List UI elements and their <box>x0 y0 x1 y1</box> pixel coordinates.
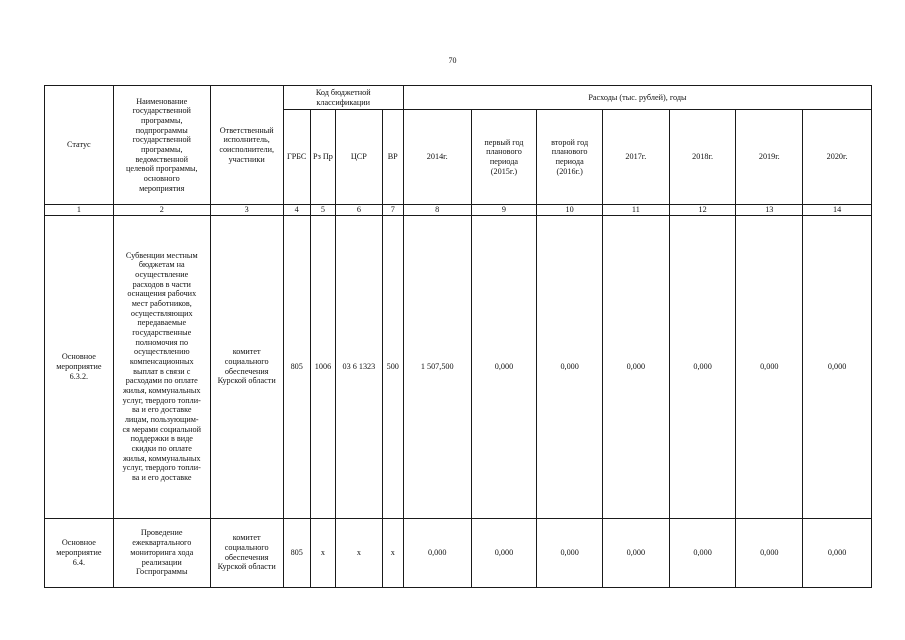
page-number: 70 <box>448 56 457 65</box>
header-year-2015: первый год планового периода (2015г.) <box>471 110 537 205</box>
row-value-2018: 0,000 <box>669 215 736 518</box>
column-number: 7 <box>382 205 403 216</box>
column-number: 2 <box>113 205 210 216</box>
table-row <box>45 215 872 518</box>
column-number: 1 <box>45 205 114 216</box>
row-value-2015: 0,000 <box>471 215 537 518</box>
row-grbs: 805 <box>283 215 310 518</box>
column-number: 11 <box>603 205 670 216</box>
column-number: 3 <box>210 205 283 216</box>
row-responsible: комитет социального обеспечения Курской области <box>210 215 283 518</box>
row-rzpr: 1006 <box>310 215 335 518</box>
budget-table <box>44 85 872 588</box>
row-csr: х <box>336 518 383 587</box>
column-number: 13 <box>736 205 803 216</box>
header-csr: ЦСР <box>336 110 383 205</box>
header-year-2019: 2019г. <box>736 110 803 205</box>
header-year-2016: второй год планового периода (2016г.) <box>537 110 603 205</box>
header-year-2014: 2014г. <box>403 110 471 205</box>
row-value-2017: 0,000 <box>603 518 670 587</box>
row-rzpr: х <box>310 518 335 587</box>
row-value-2017: 0,000 <box>603 215 670 518</box>
header-year-2018: 2018г. <box>669 110 736 205</box>
row-csr: 03 6 1323 <box>336 215 383 518</box>
header-vr: ВР <box>382 110 403 205</box>
row-value-2014: 1 507,500 <box>403 215 471 518</box>
row-value-2016: 0,000 <box>537 518 603 587</box>
header-expenses: Расходы (тыс. рублей), годы <box>403 86 871 110</box>
row-status: Основное мероприятие 6.4. <box>45 518 114 587</box>
column-number: 14 <box>803 205 872 216</box>
column-number: 6 <box>336 205 383 216</box>
row-value-2015: 0,000 <box>471 518 537 587</box>
column-number: 8 <box>403 205 471 216</box>
row-grbs: 805 <box>283 518 310 587</box>
column-number: 9 <box>471 205 537 216</box>
row-vr: 500 <box>382 215 403 518</box>
header-year-2017: 2017г. <box>603 110 670 205</box>
header-grbs: ГРБС <box>283 110 310 205</box>
row-value-2016: 0,000 <box>537 215 603 518</box>
header-status: Статус <box>45 86 114 205</box>
row-value-2020: 0,000 <box>803 215 872 518</box>
header-responsible: Ответственный исполнитель, соисполнители, участники <box>210 86 283 205</box>
column-number: 5 <box>310 205 335 216</box>
row-name: Субвенции местным бюджетам на осуществление расходов в части оснащения рабочих мест работников, осуществляющих передаваемые государственные полномочия по осуществлению компенсационных выплат в связи с расходами по оплате жилья, коммунальных услуг, твердого топли- ва и его доставке лицам, пользующим- ся мерами социальной поддержки в виде скидки по оплате жилья, коммунальных услуг, твердого топли- ва и его доставке <box>113 215 210 518</box>
column-number: 12 <box>669 205 736 216</box>
column-number-row <box>45 205 872 216</box>
row-value-2019: 0,000 <box>736 518 803 587</box>
table-row <box>45 518 872 587</box>
row-value-2014: 0,000 <box>403 518 471 587</box>
header-year-2020: 2020г. <box>803 110 872 205</box>
header-name: Наименование государственной программы, подпрограммы государственной программы, ведомственной целевой программы, основного мероприятия <box>113 86 210 205</box>
row-status: Основное мероприятие 6.3.2. <box>45 215 114 518</box>
header-budget-code: Код бюджетной классификации <box>283 86 403 110</box>
row-vr: х <box>382 518 403 587</box>
row-responsible: комитет социального обеспечения Курской области <box>210 518 283 587</box>
column-number: 4 <box>283 205 310 216</box>
row-value-2018: 0,000 <box>669 518 736 587</box>
row-value-2020: 0,000 <box>803 518 872 587</box>
header-rzpr: Рз Пр <box>310 110 335 205</box>
column-number: 10 <box>537 205 603 216</box>
row-value-2019: 0,000 <box>736 215 803 518</box>
row-name: Проведение ежеквартального мониторинга хода реализации Госпрограммы <box>113 518 210 587</box>
